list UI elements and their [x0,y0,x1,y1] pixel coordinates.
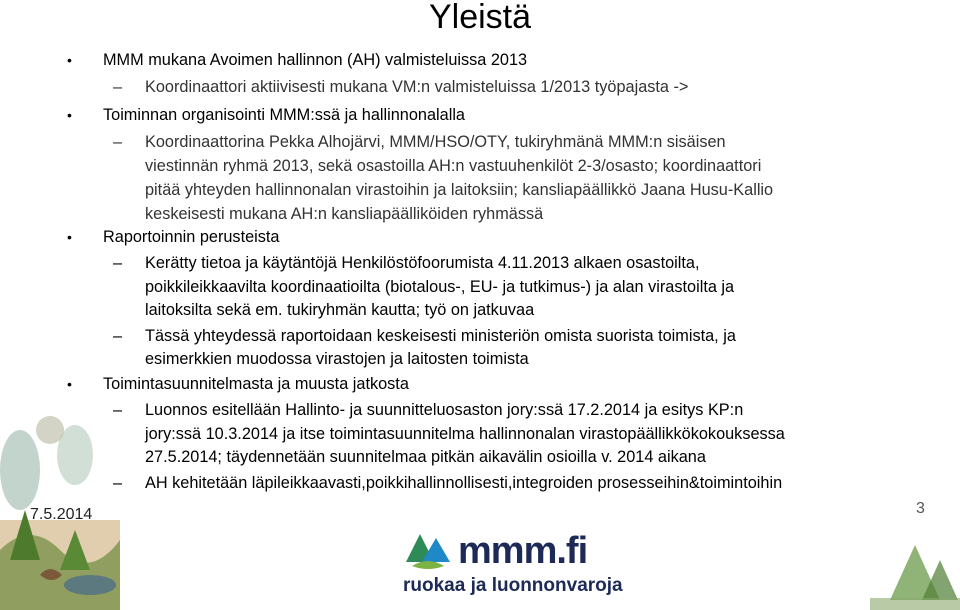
logo-text: mmm.fi [458,530,588,572]
dash-icon: – [113,133,123,151]
sub-item [145,155,761,179]
line-text: Luonnos esitellään Hallinto- ja suunnitteluosaston jory:ssä 17.2.2014 ja esitys KP:n [145,401,744,419]
line-text: viestinnän ryhmä 2013, sekä osastoilla AH:n vastuuhenkilöt 2-3/osasto; koordinaattori [145,157,762,175]
logo-tagline: ruokaa ja luonnonvaroja [403,575,623,596]
tree-illustration-icon [870,540,960,610]
sub-item [113,131,726,155]
bullet-item [67,104,465,128]
dash-icon: – [113,78,123,96]
line-text: keskeisesti mukana AH:n kansliapäälliköiden ryhmässä [145,205,544,223]
sub-item [113,76,689,100]
line-text: Kerätty tietoa ja käytäntöjä Henkilöstöfoorumista 4.11.2013 alkaen osastoilta, [145,254,700,272]
line-text: Toimintasuunnitelmasta ja muusta jatkosta [103,375,409,393]
bullet-icon: • [67,229,72,245]
line-text: jory:ssä 10.3.2014 ja itse toimintasuunnitelma hallinnonalan virastopäällikkökokouksessa [145,425,785,443]
sub-item [113,252,700,276]
line-text: Raportoinnin perusteista [103,228,280,246]
nature-illustration-icon [0,400,123,610]
slide-title: Yleistä [428,0,532,36]
line-text: laitoksilta sekä em. tukiryhmän kautta; työ on jatkuvaa [145,301,535,319]
line-text: 27.5.2014; täydennetään suunnitelmaa pitkän aikavälin osioilla v. 2014 aikana [145,448,706,466]
sub-item [145,276,734,300]
bullet-item [67,373,409,397]
page-number: 3 [916,500,925,517]
line-text: Toiminnan organisointi MMM:ssä ja hallinnonalalla [103,106,465,124]
sub-item [145,446,706,470]
line-text: poikkileikkaavilta koordinaatioilta (biotalous-, EU- ja tutkimus-) ja alan virastoilta ja [145,278,735,296]
bullet-icon: • [67,376,72,392]
line-text: AH kehitetään läpileikkaavasti,poikkihallinnollisesti,integroiden prosesseihin&toimintoihin [145,474,783,492]
line-text: pitää yhteyden hallinnonalan virastoihin ja laitoksiin; kansliapäällikkö Jaana Husu-Kallio [145,181,774,199]
bullet-item [67,49,528,73]
line-text: Koordinaattori aktiivisesti mukana VM:n valmisteluissa 1/2013 työpajasta -> [145,78,689,96]
sub-item [113,399,744,423]
line-text: MMM mukana Avoimen hallinnon (AH) valmisteluissa 2013 [103,51,528,69]
slide-date: 7.5.2014 [30,506,93,523]
line-text: esimerkkien muodossa virastojen ja laitosten toimista [145,350,529,368]
sub-item [145,299,534,323]
sub-item [145,423,785,447]
line-text: Koordinaattorina Pekka Alhojärvi, MMM/HSO/OTY, tukiryhmänä MMM:n sisäisen [145,133,726,151]
sub-item [113,325,736,349]
bullet-icon: • [67,52,72,68]
line-text: Tässä yhteydessä raportoidaan keskeisesti ministeriön omista suorista toimista, ja [145,327,736,345]
dash-icon: – [113,474,123,492]
sub-item [113,472,783,496]
bullet-icon: • [67,107,72,123]
bullet-item [67,226,280,250]
dash-icon: – [113,327,123,345]
sub-item [145,348,529,372]
dash-icon: – [113,254,123,272]
sub-item [145,179,773,203]
dash-icon: – [113,401,123,419]
sub-item [145,203,543,227]
